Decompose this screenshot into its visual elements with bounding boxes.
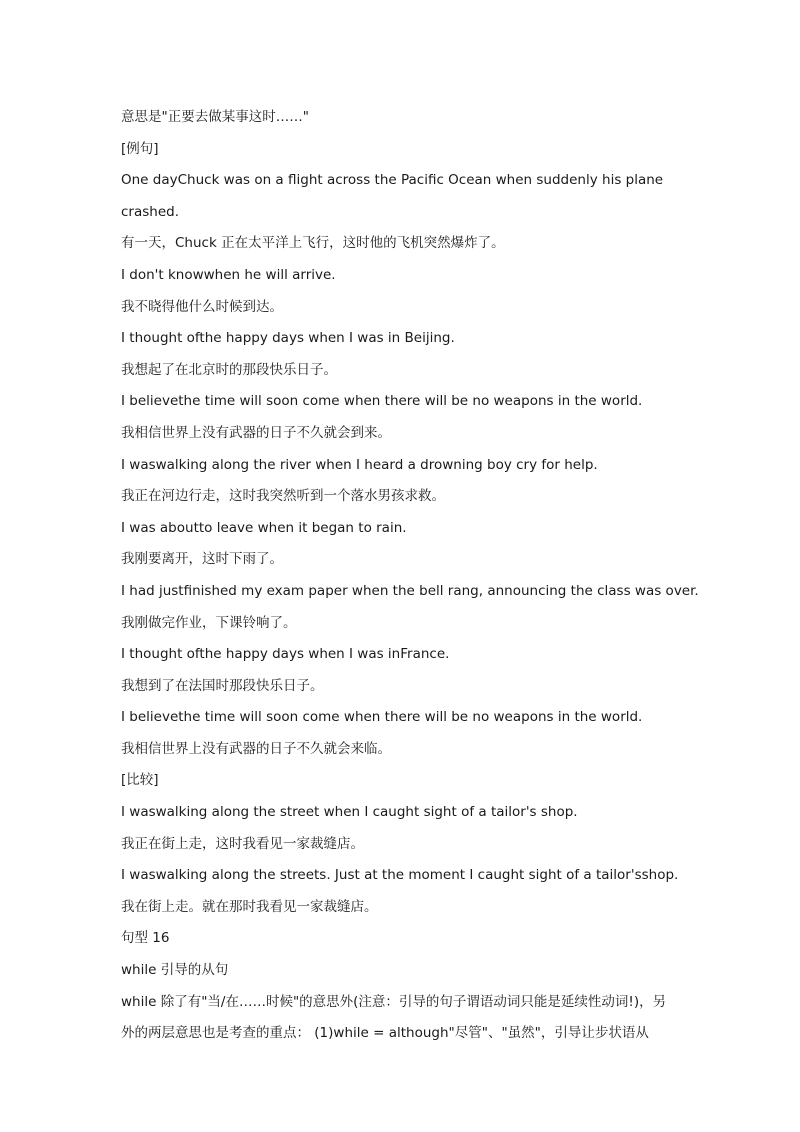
example-sentence-en: I waswalking along the river when I heard a drowning boy cry for help. <box>121 456 598 473</box>
example-sentence-en: One dayChuck was on a flight across the Pacific Ocean when suddenly his plane <box>121 172 664 189</box>
example-sentence-en: I thought ofthe happy days when I was inFrance. <box>121 646 450 663</box>
text-line-intro: 意思是"正要去做某事这时……" <box>121 109 309 125</box>
example-translation-zh: 我相信世界上没有武器的日子不久就会来临。 <box>121 740 391 757</box>
example-translation-zh: 我正在河边行走，这时我突然听到一个落水男孩求救。 <box>121 488 445 505</box>
example-translation-zh: 我刚做完作业，下课铃响了。 <box>121 614 297 631</box>
example-sentence-en: I thought ofthe happy days when I was in Beijing. <box>121 330 455 347</box>
example-translation-zh: 我想起了在北京时的那段快乐日子。 <box>121 361 337 378</box>
pattern-title: while 引导的从句 <box>121 962 229 979</box>
document-body <box>121 102 699 1050</box>
example-sentence-en: I waswalking along the streets. Just at the moment I caught sight of a tailor'sshop. <box>121 867 679 884</box>
example-translation-zh: 我相信世界上没有武器的日子不久就会到来。 <box>121 424 391 441</box>
example-sentence-en: I don't knowwhen he will arrive. <box>121 266 336 283</box>
example-translation-zh: 我刚要离开，这时下雨了。 <box>121 551 283 568</box>
example-sentence-en: I waswalking along the street when I caught sight of a tailor's shop. <box>121 804 578 821</box>
example-sentence-en: I believethe time will soon come when there will be no weapons in the world. <box>121 709 643 726</box>
example-sentence-en: I was aboutto leave when it began to rain. <box>121 519 407 536</box>
example-translation-zh: 我想到了在法国时那段快乐日子。 <box>121 677 324 694</box>
paragraph-line: while 除了有"当/在……时候"的意思外(注意：引导的句子谓语动词只能是延续性动词!)，另 <box>121 993 667 1010</box>
example-translation-zh: 我在街上走。就在那时我看见一家裁缝店。 <box>121 898 378 915</box>
paragraph-line: 外的两层意思也是考查的重点： (1)while = although"尽管"、"虽然"，引导让步状语从 <box>121 1025 649 1042</box>
example-sentence-en: I believethe time will soon come when there will be no weapons in the world. <box>121 393 643 410</box>
pattern-heading: 句型 16 <box>121 930 170 947</box>
section-label-comparison: [比较] <box>121 772 159 789</box>
example-translation-zh: 我正在街上走，这时我看见一家裁缝店。 <box>121 835 364 852</box>
section-label-examples: [例句] <box>121 140 159 157</box>
example-sentence-en: I had justfinished my exam paper when the bell rang, announcing the class was over. <box>121 582 699 599</box>
example-translation-zh: 我不晓得他什么时候到达。 <box>121 298 283 315</box>
example-translation-zh: 有一天，Chuck 正在太平洋上飞行，这时他的飞机突然爆炸了。 <box>121 235 505 252</box>
example-sentence-en-continued: crashed. <box>121 203 180 220</box>
